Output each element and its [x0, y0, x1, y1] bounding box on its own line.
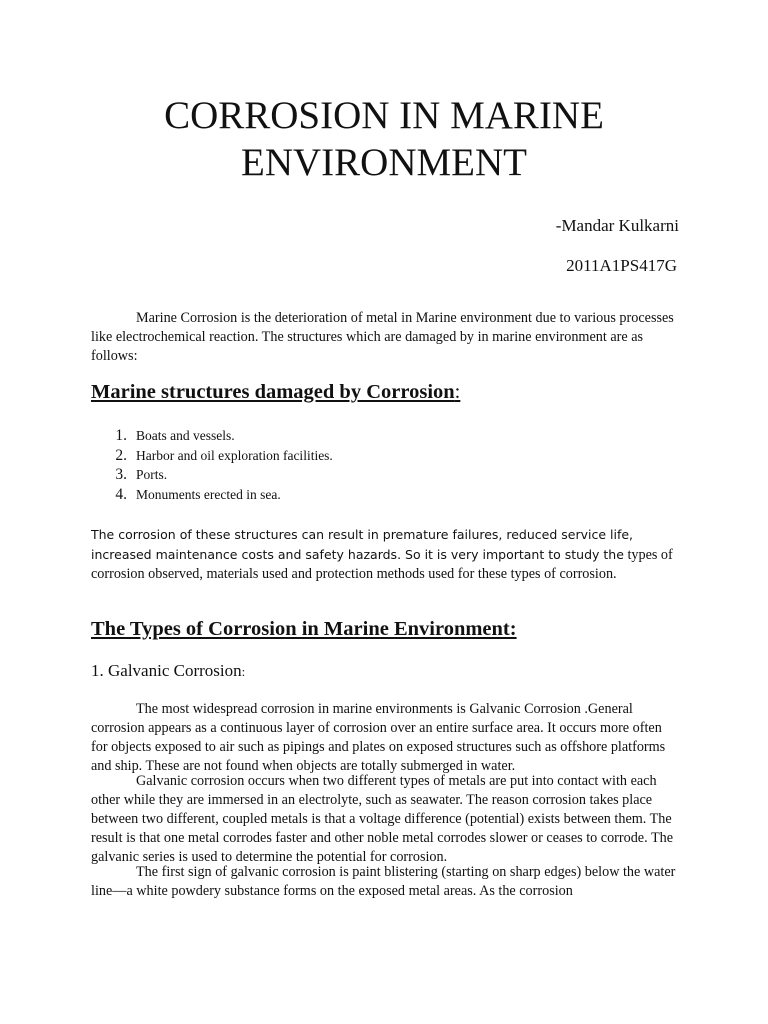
list-item-number: 3. [115, 466, 127, 483]
consequence-text-sans: The corrosion of these structures can result in premature failures, reduced service life, increased maintenance costs and safety hazards. So it is very important to study the [91, 527, 634, 562]
title-line-1: CORROSION IN MARINE [164, 94, 604, 137]
list-item-number: 2. [115, 446, 127, 464]
title-line-2: ENVIRONMENT [241, 141, 527, 184]
list-item [91, 465, 333, 485]
list-item [91, 485, 333, 505]
list-item-number: 4. [115, 485, 127, 503]
list-item-text: Monuments erected in sea. [136, 486, 281, 502]
subsection-heading-galvanic [91, 661, 245, 681]
student-id: 2011A1PS417G [566, 256, 677, 275]
document-title [0, 92, 768, 186]
subsection-heading-galvanic-text: 1. Galvanic Corrosion [91, 661, 242, 680]
galvanic-paragraph-2: Galvanic corrosion occurs when two different types of metals are put into contact with each other while they are immersed in an electrolyte, such as seawater. The reason corrosion takes place between two different, coupled metals is that a voltage difference (potential) exists between them. The result is that one metal corrodes faster and other noble metal corrodes slower or ceases to corrode. The galvanic series is used to determine the potential for corrosion. [91, 773, 673, 865]
section-heading-structures [91, 381, 460, 404]
author-name: -Mandar Kulkarni [555, 216, 679, 235]
list-item-number: 1. [115, 427, 127, 444]
list-item-text: Boats and vessels. [136, 428, 235, 443]
list-item-text: Ports. [136, 467, 168, 482]
list-item-text: Harbor and oil exploration facilities. [136, 447, 333, 463]
consequence-paragraph [91, 525, 681, 584]
galvanic-paragraph-1: The most widespread corrosion in marine environments is Galvanic Corrosion .General corrosion appears as a continuous layer of corrosion over an entire surface area. It occurs more often for objects exposed to air such as pipings and plates on exposed structures such as offshore platforms and ship. These are not found when objects are totally submerged in water. [91, 701, 666, 774]
intro-paragraph: Marine Corrosion is the deterioration of metal in Marine environment due to various processes like electrochemical reaction. The structures which are damaged by in marine environment are as follows: [91, 310, 674, 364]
structures-list [91, 426, 333, 504]
section-heading-types: The Types of Corrosion in Marine Environment: [91, 618, 517, 640]
list-item [91, 426, 333, 446]
galvanic-paragraph-3: The first sign of galvanic corrosion is paint blistering (starting on sharp edges) below the water line—a white powdery substance forms on the exposed metal areas. As the corrosion [91, 864, 676, 899]
section-heading-structures-text: Marine structures damaged by Corrosion [91, 381, 455, 403]
consequence-text-serif: types of corrosion observed, materials used and protection methods used for these types of corrosion. [91, 547, 673, 582]
subsection-heading-galvanic-colon: : [241, 664, 246, 679]
list-item [91, 446, 333, 466]
section-heading-structures-colon: : [454, 381, 461, 403]
